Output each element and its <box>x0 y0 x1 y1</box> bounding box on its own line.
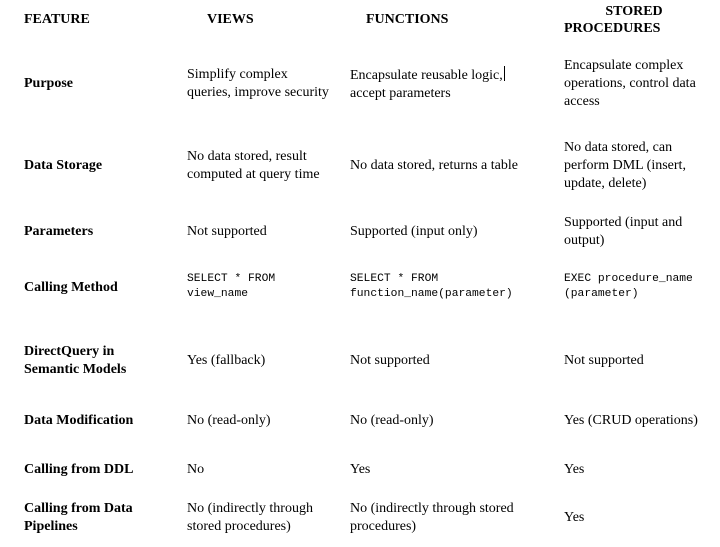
feature-line: Parameters <box>24 224 94 239</box>
views-purpose <box>187 66 345 102</box>
feature-data-modification <box>24 412 174 430</box>
header-stored-procedures-line1: STORED <box>605 4 663 19</box>
cell-line: Simplify complex <box>187 67 288 82</box>
views-directquery <box>187 352 345 370</box>
functions-parameters <box>350 223 550 241</box>
procedures-calling-method <box>564 272 716 302</box>
cell-line: No data stored, can <box>564 140 673 155</box>
views-calling-from-ddl <box>187 461 345 479</box>
cell-line: Encapsulate complex <box>564 58 684 73</box>
cell-line: No (read-only) <box>350 413 434 428</box>
cell-line: Yes (fallback) <box>187 353 266 368</box>
header-feature: FEATURE <box>24 12 90 27</box>
cell-line: procedures) <box>350 519 417 534</box>
cell-line: perform DML (insert, <box>564 158 686 173</box>
cell-line: computed at query time <box>187 167 320 182</box>
functions-data-modification <box>350 412 550 430</box>
feature-calling-from-pipelines <box>24 500 174 536</box>
cell-line: No (indirectly through <box>187 501 313 516</box>
code-line: SELECT * FROM <box>350 273 439 285</box>
cell-line: No (read-only) <box>187 413 271 428</box>
cell-line: queries, improve security <box>187 85 329 100</box>
feature-line: Data Storage <box>24 158 103 173</box>
code-line: EXEC procedure_name <box>564 273 693 285</box>
feature-data-storage <box>24 157 174 175</box>
procedures-calling-from-pipelines <box>564 509 716 527</box>
procedures-data-modification <box>564 412 716 430</box>
cell-line: accept parameters <box>350 86 451 101</box>
feature-line: Data Modification <box>24 413 134 428</box>
feature-directquery <box>24 343 174 379</box>
views-parameters <box>187 223 345 241</box>
feature-line: Calling Method <box>24 280 118 295</box>
functions-purpose <box>350 66 550 103</box>
feature-line: Semantic Models <box>24 362 127 377</box>
functions-calling-from-pipelines <box>350 500 550 536</box>
cell-line: Yes (CRUD operations) <box>564 413 698 428</box>
functions-calling-method <box>350 272 550 302</box>
code-line: (parameter) <box>564 288 639 300</box>
functions-calling-from-ddl <box>350 461 550 479</box>
cell-line: stored procedures) <box>187 519 291 534</box>
feature-line: Calling from DDL <box>24 462 134 477</box>
cell-line: Not supported <box>187 224 267 239</box>
feature-line: Calling from Data <box>24 501 133 516</box>
cell-line: Supported (input and <box>564 215 683 230</box>
header-stored-procedures-line2: PROCEDURES <box>564 21 661 36</box>
header-stored-procedures <box>564 3 704 37</box>
code-line: function_name(parameter) <box>350 288 513 300</box>
header-functions: FUNCTIONS <box>366 12 449 27</box>
cell-line: update, delete) <box>564 176 647 191</box>
procedures-parameters <box>564 214 716 250</box>
cell-line-text: Encapsulate reusable logic, <box>350 68 503 83</box>
views-calling-from-pipelines <box>187 500 345 536</box>
cell-line: Not supported <box>564 353 644 368</box>
feature-line: DirectQuery in <box>24 344 115 359</box>
feature-purpose <box>24 75 174 93</box>
views-data-modification <box>187 412 345 430</box>
feature-calling-from-ddl <box>24 461 174 479</box>
feature-parameters <box>24 223 174 241</box>
cell-line <box>350 66 550 85</box>
text-cursor-icon <box>504 66 505 81</box>
cell-line: operations, control data <box>564 76 696 91</box>
procedures-data-storage <box>564 139 716 193</box>
cell-line: access <box>564 94 600 109</box>
cell-line: No data stored, returns a table <box>350 158 518 173</box>
cell-line: Yes <box>564 462 585 477</box>
functions-directquery <box>350 352 550 370</box>
header-views: VIEWS <box>207 12 254 27</box>
procedures-directquery <box>564 352 716 370</box>
cell-line: No (indirectly through stored <box>350 501 514 516</box>
cell-line: Yes <box>350 462 371 477</box>
feature-calling-method <box>24 279 174 297</box>
procedures-calling-from-ddl <box>564 461 716 479</box>
cell-line: No data stored, result <box>187 149 307 164</box>
code-line: view_name <box>187 288 249 300</box>
views-data-storage <box>187 148 345 184</box>
cell-line: No <box>187 462 205 477</box>
feature-line: Pipelines <box>24 519 78 534</box>
cell-line: Supported (input only) <box>350 224 478 239</box>
cell-line: Yes <box>564 510 585 525</box>
cell-line: output) <box>564 233 605 248</box>
feature-line: Purpose <box>24 76 73 91</box>
views-calling-method <box>187 272 345 302</box>
procedures-purpose <box>564 57 716 111</box>
code-line: SELECT * FROM <box>187 273 276 285</box>
functions-data-storage <box>350 157 550 175</box>
cell-line: Not supported <box>350 353 430 368</box>
